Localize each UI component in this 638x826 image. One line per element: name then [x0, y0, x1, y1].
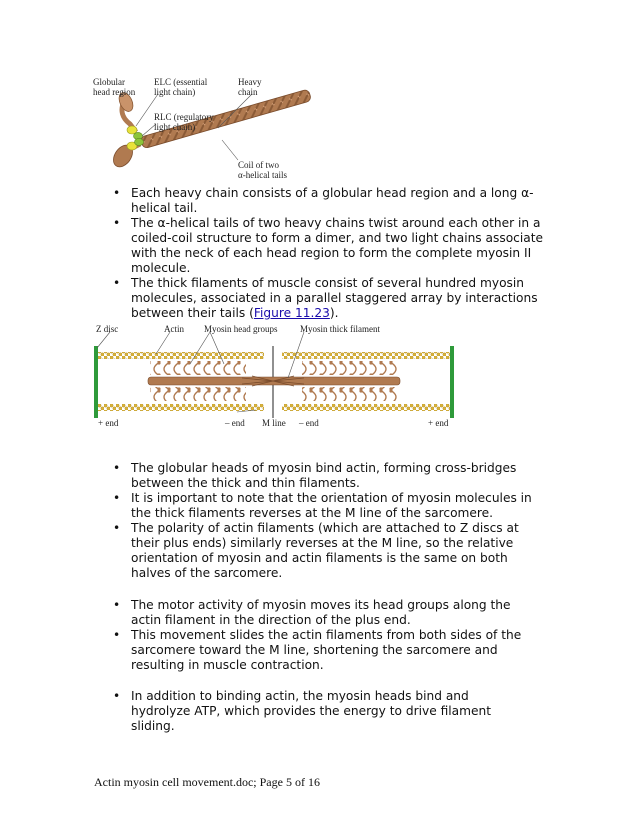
- list-item: [113, 216, 553, 276]
- bullet-list-motor: [113, 598, 543, 673]
- sarcomere-figure: [92, 320, 462, 430]
- label-heavy-chain: Heavy chain: [238, 77, 262, 97]
- bullet-text: The motor activity of myosin moves its head groups along the actin filament in the direction of the plus end.: [131, 598, 511, 627]
- label-myosin-head-groups: Myosin head groups: [204, 324, 278, 334]
- list-item: [113, 521, 543, 581]
- bullet-text: The thick filaments of muscle consist of several hundred myosin molecules, associated in a parallel staggered array by interactions between their tails (: [131, 276, 538, 320]
- list-item: [113, 689, 513, 734]
- list-item: [113, 461, 543, 491]
- bullet-list-atp: [113, 689, 513, 734]
- list-item: [113, 491, 543, 521]
- bullet-text: In addition to binding actin, the myosin heads bind and hydrolyze ATP, which provides the energy to drive filament sliding.: [131, 689, 491, 733]
- label-minus-end-right: – end: [299, 418, 319, 428]
- list-item: [113, 276, 553, 321]
- label-plus-end-left: + end: [98, 418, 119, 428]
- bullet-text: The α-helical tails of two heavy chains twist around each other in a coiled-coil structure to form a dimer, and two light chains associate with the neck of each head region to form the complete myosin II molecule.: [131, 216, 543, 275]
- label-minus-end-left: – end: [225, 418, 245, 428]
- label-actin: Actin: [164, 324, 184, 334]
- list-item: [113, 598, 543, 628]
- bullet-text: The globular heads of myosin bind actin, forming cross-bridges between the thick and thin filaments.: [131, 461, 517, 490]
- label-rlc: RLC (regulatory light chain): [154, 112, 214, 132]
- label-elc: ELC (essential light chain): [154, 77, 208, 97]
- figure-link[interactable]: Figure 11.23: [253, 306, 330, 320]
- bullet-text: The polarity of actin filaments (which are attached to Z discs at their plus ends) similarly reverses at the M line, so the relative orientation of myosin and actin filaments is the same on both halves of the sarcomere.: [131, 521, 519, 580]
- label-z-disc: Z disc: [96, 324, 119, 334]
- bullet-text: It is important to note that the orientation of myosin molecules in the thick filaments reverses at the M line of the sarcomere.: [131, 491, 532, 520]
- list-item: [113, 628, 543, 673]
- label-globular-head: Globular head region: [93, 77, 136, 97]
- bullet-list-orientation: [113, 461, 543, 581]
- bullet-text: This movement slides the actin filaments from both sides of the sarcomere toward the M line, shortening the sarcomere and resulting in muscle contraction.: [131, 628, 522, 672]
- sarcomere-illustration: [92, 320, 462, 430]
- label-m-line: M line: [262, 418, 286, 428]
- label-coil: Coil of two α-helical tails: [238, 160, 287, 180]
- label-plus-end-right: + end: [428, 418, 449, 428]
- myosin-molecule-figure: [90, 72, 330, 184]
- bullet-list-structure: [113, 186, 553, 321]
- bullet-text-end: ).: [329, 306, 339, 320]
- bullet-text: Each heavy chain consists of a globular head region and a long α-helical tail.: [131, 186, 534, 215]
- label-myosin-thick-filament: Myosin thick filament: [300, 324, 380, 334]
- list-item: [113, 186, 553, 216]
- page-footer: Actin myosin cell movement.doc; Page 5 of 16: [94, 775, 320, 789]
